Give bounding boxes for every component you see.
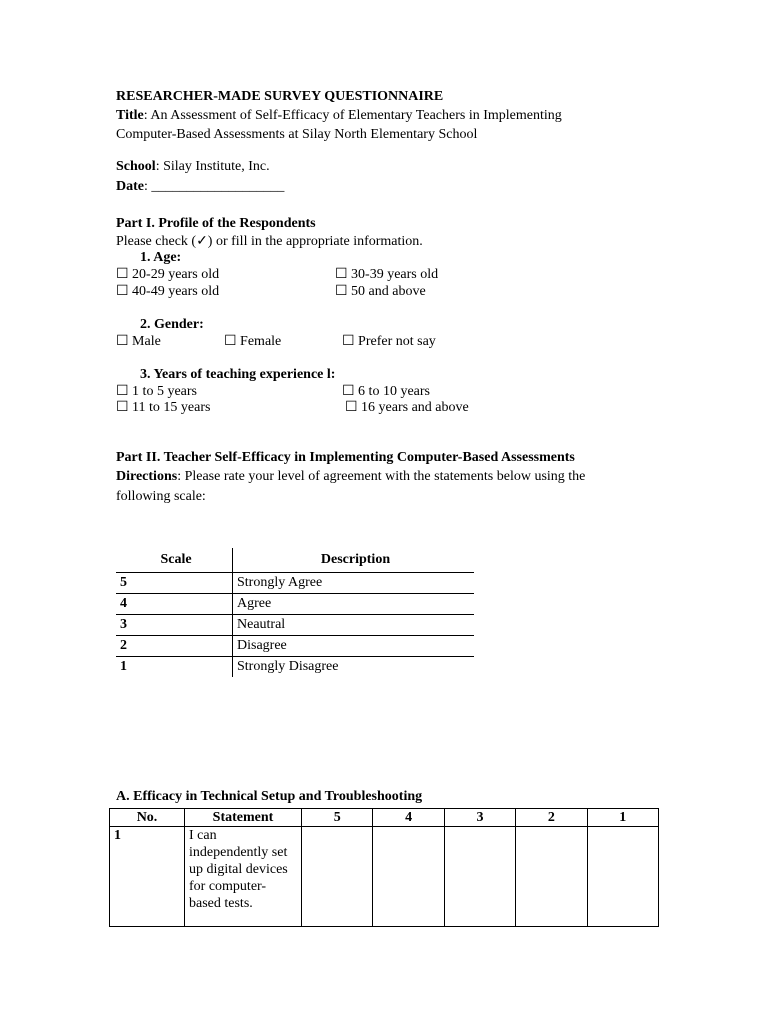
experience-option-16-above[interactable]: ☐ 16 years and above (345, 400, 469, 415)
rating-cell-5[interactable] (302, 827, 373, 927)
col-3-header: 3 (444, 809, 515, 827)
scale-description: Strongly Disagree (233, 657, 475, 678)
date-field[interactable]: : ___________________ (144, 179, 285, 194)
col-4-header: 4 (373, 809, 444, 827)
age-option-50-above[interactable]: ☐ 50 and above (335, 284, 426, 299)
scale-table-header (116, 548, 474, 573)
scale-value: 4 (116, 594, 233, 615)
part1-heading: Part I. Profile of the Respondents (116, 216, 316, 231)
description-header: Description (233, 548, 475, 573)
gender-option-male[interactable]: ☐ Male (116, 334, 161, 349)
directions-label: Directions (116, 469, 178, 484)
section-a-header-row (110, 809, 659, 827)
gender-option-female[interactable]: ☐ Female (224, 334, 282, 349)
age-option-30-39[interactable]: ☐ 30-39 years old (335, 267, 439, 282)
experience-option-11-15[interactable]: ☐ 11 to 15 years (116, 400, 211, 415)
scale-row (116, 636, 474, 657)
school-value: : Silay Institute, Inc. (155, 159, 270, 174)
rating-cell-1[interactable] (587, 827, 658, 927)
scale-description: Agree (233, 594, 475, 615)
title-line-1 (116, 107, 562, 125)
experience-option-6-10[interactable]: ☐ 6 to 10 years (342, 384, 430, 399)
experience-label: 3. Years of teaching experience l: (140, 367, 336, 382)
col-1-header: 1 (587, 809, 658, 827)
scale-row (116, 573, 474, 594)
scale-table (116, 548, 474, 677)
document-heading: RESEARCHER-MADE SURVEY QUESTIONNAIRE (116, 89, 444, 104)
part1-instruction: Please check (✓) or fill in the appropriate information. (116, 234, 423, 249)
scale-description: Neautral (233, 615, 475, 636)
col-5-header: 5 (302, 809, 373, 827)
experience-option-1-5[interactable]: ☐ 1 to 5 years (116, 384, 197, 399)
scale-row (116, 615, 474, 636)
scale-header: Scale (160, 552, 192, 567)
rating-cell-2[interactable] (516, 827, 587, 927)
item-number: 1 (110, 827, 185, 927)
directions-text: : Please rate your level of agreement with the statements below using the (177, 469, 586, 484)
title-text: : An Assessment of Self-Efficacy of Elementary Teachers in Implementing (143, 108, 562, 123)
gender-label: 2. Gender: (140, 317, 204, 332)
age-option-40-49[interactable]: ☐ 40-49 years old (116, 284, 220, 299)
age-label: 1. Age: (140, 250, 182, 265)
scale-description: Strongly Agree (233, 573, 475, 594)
table-row (110, 827, 659, 927)
scale-row (116, 657, 474, 678)
scale-value: 3 (116, 615, 233, 636)
scale-description: Disagree (233, 636, 475, 657)
directions-line-1 (116, 468, 585, 486)
scale-value: 2 (116, 636, 233, 657)
directions-line-2: following scale: (116, 489, 206, 504)
age-option-20-29[interactable]: ☐ 20-29 years old (116, 267, 220, 282)
col-no-header: No. (110, 809, 185, 827)
item-statement: I can independently set up digital devices for computer-based tests. (185, 827, 302, 927)
scale-row (116, 594, 474, 615)
section-a-table (109, 808, 659, 927)
col-2-header: 2 (516, 809, 587, 827)
scale-value: 1 (116, 657, 233, 678)
title-line-2: Computer-Based Assessments at Silay North Elementary School (116, 127, 478, 142)
gender-option-prefer-not-say[interactable]: ☐ Prefer not say (342, 334, 436, 349)
school-label: School (116, 159, 156, 174)
col-statement-header: Statement (185, 809, 302, 827)
rating-cell-3[interactable] (444, 827, 515, 927)
section-a-heading: A. Efficacy in Technical Setup and Troubleshooting (116, 789, 423, 804)
date-label: Date (116, 179, 144, 194)
rating-cell-4[interactable] (373, 827, 444, 927)
date-line (116, 178, 284, 196)
part2-heading: Part II. Teacher Self-Efficacy in Implementing Computer-Based Assessments (116, 450, 575, 465)
scale-value: 5 (116, 573, 233, 594)
title-label: Title (116, 108, 144, 123)
school-line (116, 158, 270, 176)
